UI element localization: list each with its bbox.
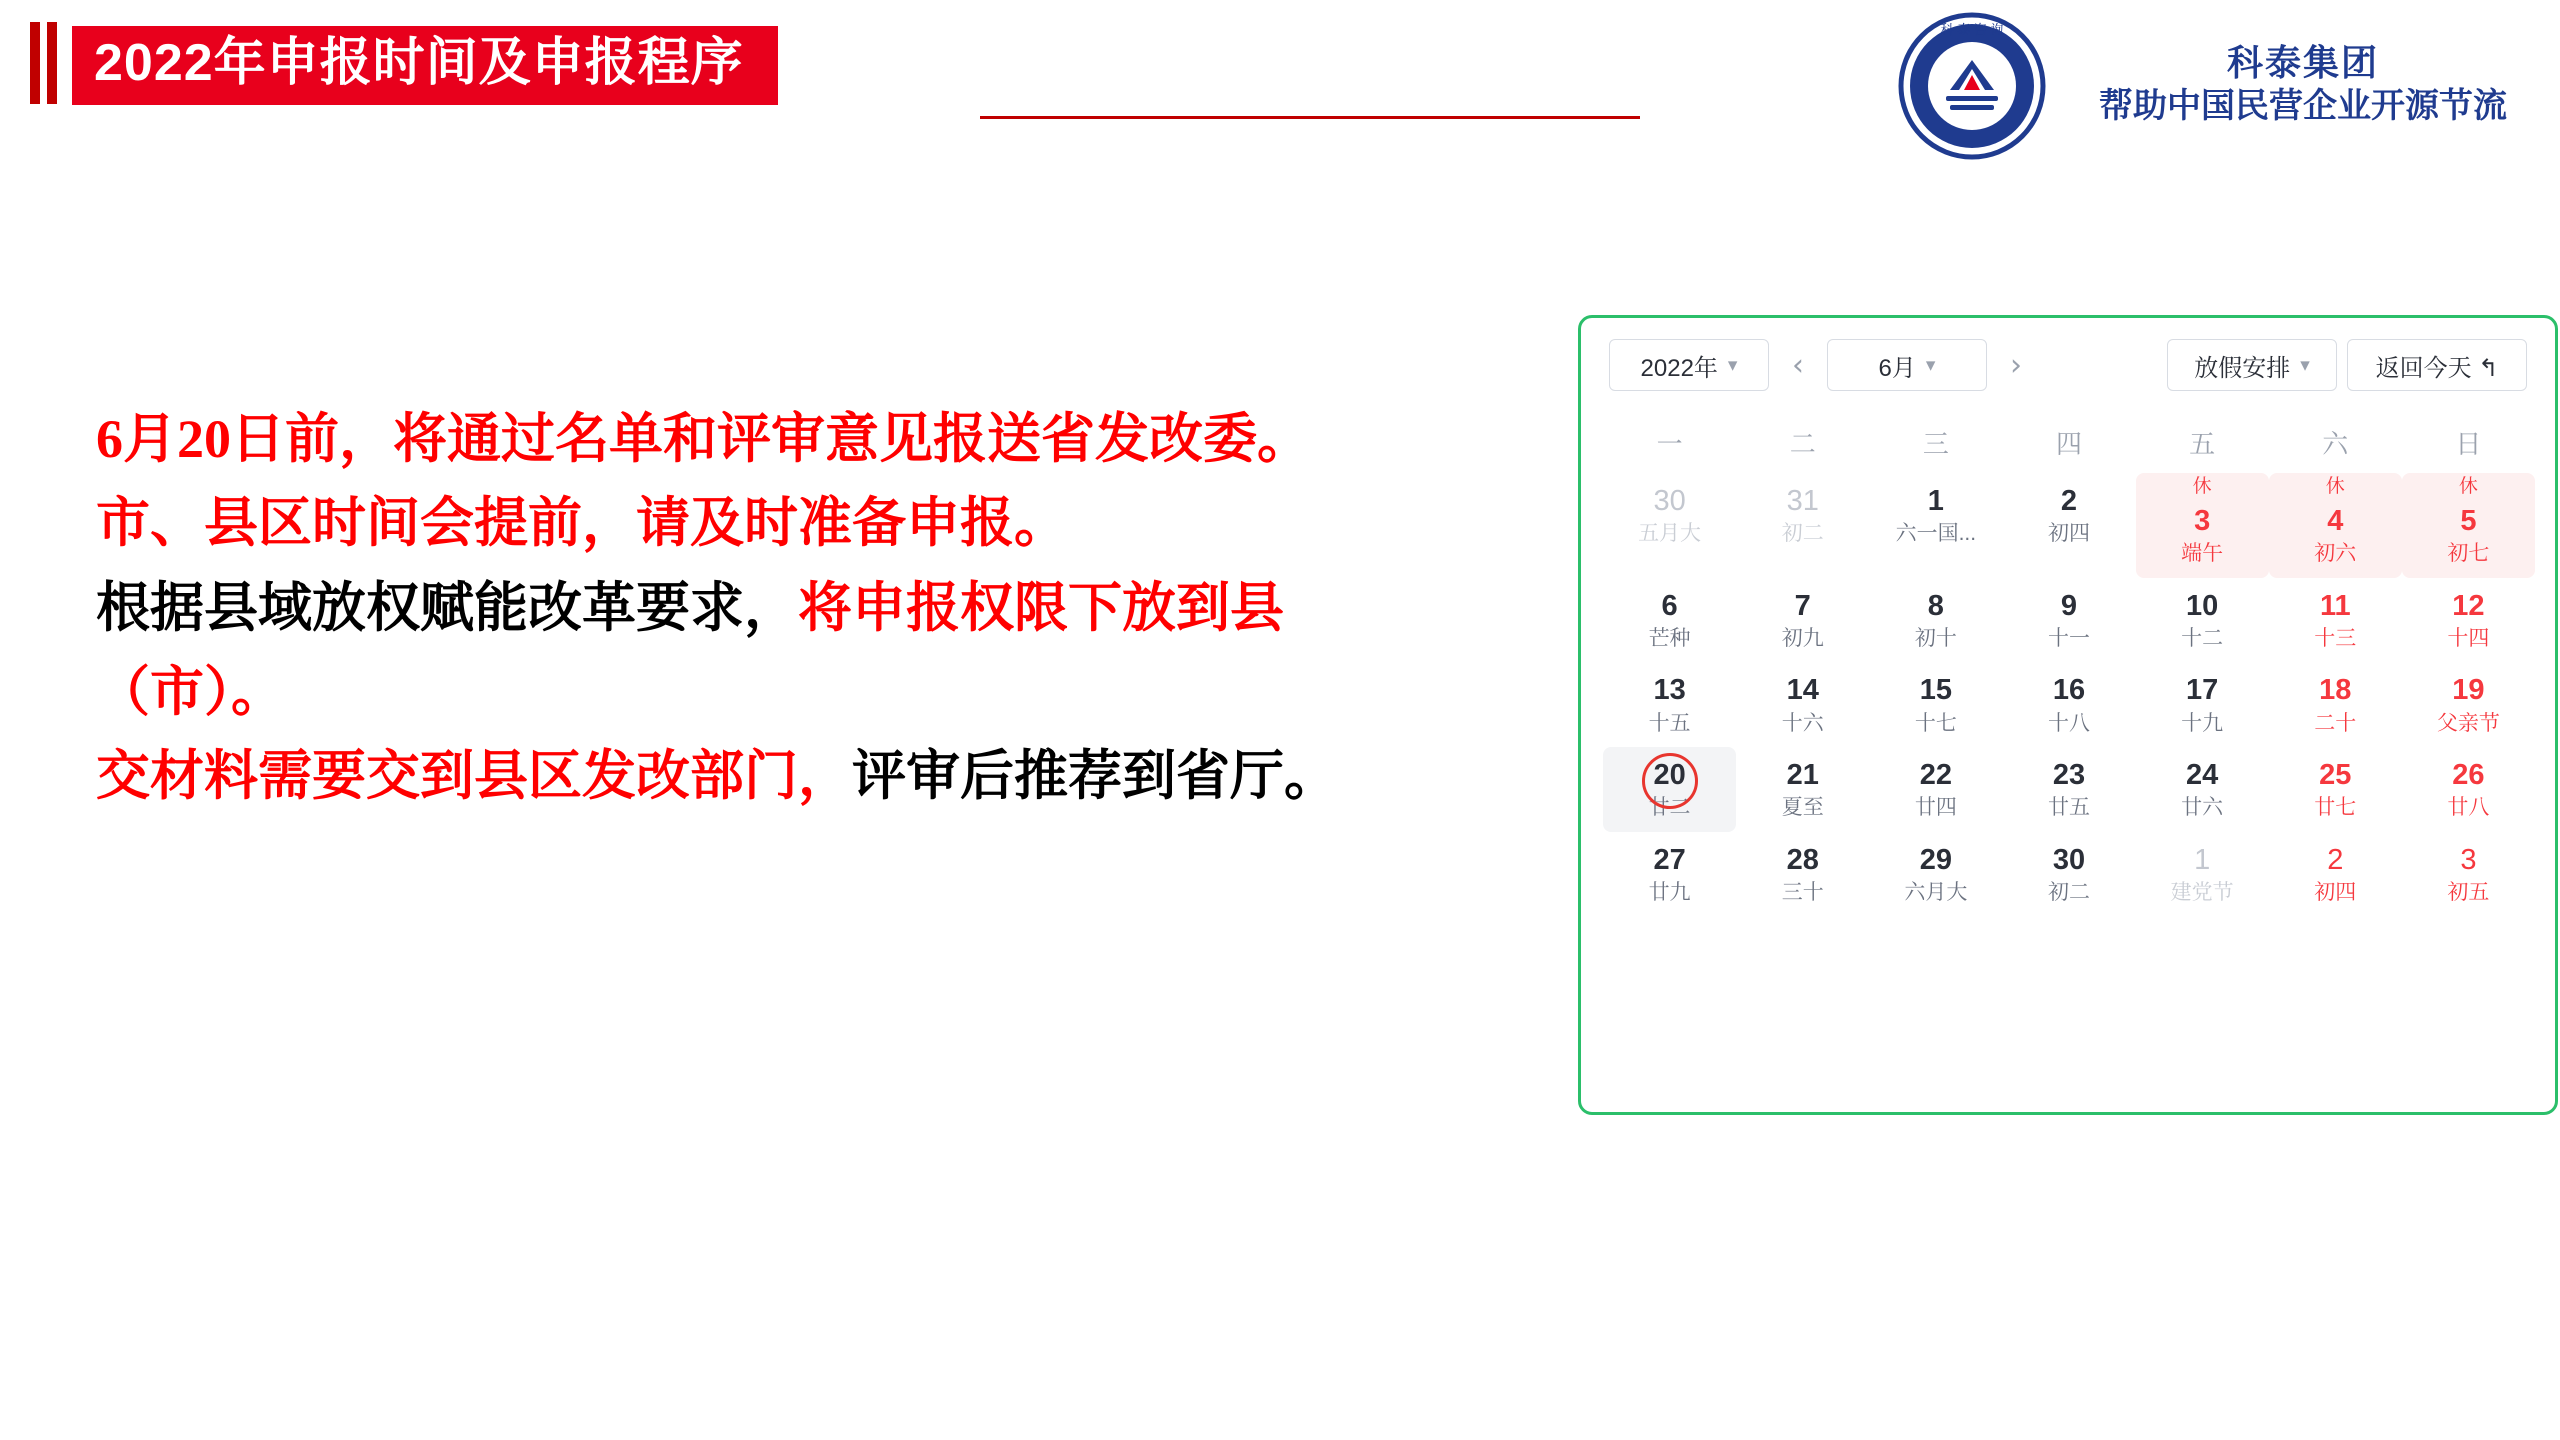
day-sublabel: 二十	[2314, 711, 2357, 735]
day-number: 24	[2186, 758, 2219, 791]
day-sublabel: 夏至	[1781, 796, 1824, 820]
month-select-label: 6月	[1878, 354, 1916, 382]
back-to-today-button[interactable]: 返回今天 ↰	[2347, 339, 2527, 391]
holiday-schedule-label: 放假安排	[2194, 354, 2291, 382]
calendar-day-cell[interactable]	[1736, 747, 1869, 832]
calendar-week-row	[1603, 747, 2535, 832]
weekday-label: 三	[1922, 429, 1949, 459]
rest-day-badge: 休	[2192, 476, 2212, 497]
day-sublabel: 十五	[1648, 711, 1691, 735]
calendar-toolbar	[1581, 332, 2555, 398]
day-sublabel: 初十	[1914, 626, 1957, 650]
calendar-day-cell[interactable]	[1869, 832, 2002, 917]
day-sublabel: 十四	[2447, 626, 2490, 650]
chevron-down-icon: ▾	[2300, 354, 2310, 376]
chevron-down-icon: ▾	[1925, 354, 1936, 376]
svg-text:科 泰 咨 询: 科 泰 咨 询	[1940, 22, 2004, 37]
day-number: 10	[2186, 589, 2219, 622]
calendar-week-row	[1603, 578, 2535, 663]
calendar-day-cell[interactable]	[1603, 578, 1736, 663]
calendar-week-row	[1603, 832, 2535, 917]
day-sublabel: 建党节	[2170, 880, 2234, 904]
calendar-day-cell[interactable]	[2002, 473, 2135, 578]
day-number: 3	[2194, 505, 2211, 537]
body-paragraph	[96, 653, 1576, 731]
weekday-label: 二	[1789, 429, 1816, 459]
calendar-day-cell[interactable]	[1603, 662, 1736, 747]
calendar-day-cell[interactable]	[2402, 578, 2535, 663]
body-paragraph	[96, 569, 1576, 647]
chevron-down-icon: ▾	[1727, 354, 1738, 376]
next-month-button[interactable]: ›	[2010, 347, 2022, 383]
weekday-label: 一	[1656, 429, 1683, 459]
brand-slogan: 帮助中国民营企业开源节流	[2099, 87, 2507, 125]
day-number: 2	[2060, 485, 2078, 517]
brand-text	[2068, 40, 2538, 128]
day-sublabel: 廿二	[1648, 796, 1691, 820]
day-number: 30	[1653, 485, 1686, 517]
day-number: 7	[1794, 589, 1811, 622]
weekday-label: 四	[2055, 429, 2082, 459]
day-sublabel: 廿八	[2447, 796, 2490, 820]
calendar-day-cell[interactable]	[2002, 832, 2135, 917]
day-sublabel: 五月大	[1638, 522, 1702, 546]
day-number: 3	[2460, 843, 2477, 876]
day-number: 20	[1653, 758, 1686, 791]
day-number: 26	[2452, 758, 2485, 791]
slide-header	[0, 0, 2560, 180]
calendar-day-cell[interactable]	[2002, 578, 2135, 663]
calendar-day-cell[interactable]	[2136, 747, 2269, 832]
prev-month-button[interactable]: ‹	[1792, 347, 1804, 383]
weekday-label: 日	[2455, 429, 2482, 459]
calendar-day-cell[interactable]	[2402, 473, 2535, 578]
day-sublabel: 十八	[2047, 711, 2090, 735]
calendar-grid	[1603, 410, 2535, 916]
day-number: 9	[2060, 589, 2078, 622]
calendar-day-cell[interactable]	[1736, 832, 1869, 917]
calendar-weeks	[1603, 473, 2535, 916]
day-number: 23	[2052, 758, 2086, 791]
calendar-day-cell[interactable]	[2269, 662, 2402, 747]
day-sublabel: 廿四	[1914, 796, 1957, 820]
day-sublabel: 初九	[1781, 626, 1824, 650]
day-number: 19	[2452, 674, 2485, 707]
calendar-day-cell[interactable]	[2269, 832, 2402, 917]
calendar-day-cell[interactable]	[1736, 662, 1869, 747]
day-sublabel: 初二	[2047, 880, 2090, 904]
day-sublabel: 十七	[1914, 711, 1957, 735]
day-number: 2	[2327, 843, 2344, 876]
weekday-label: 五	[2189, 429, 2216, 459]
day-number: 29	[1919, 843, 1952, 876]
year-select-label: 2022年	[1640, 354, 1718, 382]
calendar-day-cell[interactable]	[1603, 747, 1736, 832]
year-select[interactable]	[1609, 339, 1769, 391]
day-sublabel: 六一国...	[1895, 522, 1977, 546]
day-sublabel: 十九	[2181, 711, 2224, 735]
paragraph-run: 根据县域放权赋能改革要求，	[96, 577, 798, 638]
day-number: 30	[2052, 843, 2086, 876]
calendar-day-cell[interactable]	[1869, 747, 2002, 832]
day-sublabel: 端午	[2181, 542, 2224, 566]
calendar-day-cell[interactable]	[2269, 747, 2402, 832]
day-number: 22	[1919, 758, 1952, 791]
rest-day-badge: 休	[2325, 476, 2345, 497]
day-number: 5	[2460, 505, 2477, 537]
title-underline-rule	[980, 116, 1640, 119]
day-sublabel: 初五	[2447, 880, 2490, 904]
calendar-day-cell[interactable]	[2002, 747, 2135, 832]
month-select[interactable]	[1827, 339, 1987, 391]
day-sublabel: 三十	[1781, 880, 1824, 904]
day-number: 31	[1786, 485, 1819, 517]
day-number: 1	[1927, 485, 1944, 517]
day-number: 18	[2319, 674, 2352, 707]
calendar-day-cell[interactable]	[1869, 473, 2002, 578]
body-paragraph	[96, 400, 1576, 478]
day-sublabel: 初二	[1781, 522, 1824, 546]
paragraph-run: 将申报权限下放到县	[798, 577, 1284, 638]
calendar-day-cell[interactable]	[1603, 473, 1736, 578]
day-number: 28	[1786, 843, 1819, 876]
brand-name: 科泰集团	[2226, 42, 2379, 83]
day-sublabel: 廿九	[1648, 880, 1691, 904]
day-number: 21	[1786, 758, 1819, 791]
brand-logo-block	[1898, 8, 2538, 158]
calendar-day-cell[interactable]	[2002, 662, 2135, 747]
day-sublabel: 十一	[2047, 626, 2090, 650]
rest-day-badge: 休	[2458, 476, 2478, 497]
day-number: 11	[2319, 589, 2351, 622]
day-number: 4	[2327, 505, 2344, 537]
calendar-day-cell[interactable]	[1869, 578, 2002, 663]
paragraph-run: 评审后推荐到省厅。	[852, 746, 1338, 807]
day-number: 13	[1653, 674, 1686, 707]
day-sublabel: 初七	[2447, 542, 2490, 566]
day-number: 6	[1661, 589, 1678, 622]
paragraph-run: （市）。	[96, 661, 285, 722]
day-sublabel: 十六	[1781, 711, 1824, 735]
calendar-day-cell[interactable]	[1736, 578, 1869, 663]
paragraph-run: 交材料需要交到县区发改部门，	[96, 746, 852, 807]
body-paragraph	[96, 484, 1576, 562]
title-accent-bars	[30, 22, 60, 104]
weekday-header-row	[1603, 410, 2535, 473]
calendar-widget[interactable]	[1578, 315, 2558, 1115]
day-sublabel: 初四	[2047, 522, 2090, 546]
day-sublabel: 十三	[2314, 626, 2357, 650]
calendar-day-cell[interactable]	[2136, 578, 2269, 663]
calendar-day-cell[interactable]	[2269, 473, 2402, 578]
calendar-day-cell[interactable]	[2269, 578, 2402, 663]
weekday-label: 六	[2322, 429, 2349, 459]
holiday-schedule-button[interactable]	[2167, 339, 2337, 391]
day-number: 15	[1919, 674, 1952, 707]
day-number: 16	[2052, 674, 2086, 707]
body-paragraph	[96, 737, 1576, 815]
calendar-day-cell[interactable]	[2402, 747, 2535, 832]
calendar-day-cell[interactable]	[2402, 832, 2535, 917]
day-sublabel: 十二	[2181, 626, 2224, 650]
day-number: 17	[2186, 674, 2219, 707]
calendar-week-row	[1603, 662, 2535, 747]
day-sublabel: 廿五	[2047, 796, 2090, 820]
day-number: 14	[1786, 674, 1819, 707]
day-number: 8	[1927, 589, 1944, 622]
paragraph-run: 6月20日前，将通过名单和评审意见报送省发改委。	[96, 409, 1311, 469]
day-number: 12	[2452, 589, 2485, 622]
paragraph-run: 市、县区时间会提前，请及时准备申报。	[96, 493, 1068, 554]
calendar-day-cell[interactable]	[1603, 832, 1736, 917]
calendar-day-cell[interactable]	[1869, 662, 2002, 747]
slide-body-text	[96, 400, 1576, 821]
calendar-day-cell[interactable]	[1736, 473, 1869, 578]
day-sublabel: 廿七	[2314, 796, 2357, 820]
calendar-week-row	[1603, 473, 2535, 578]
day-sublabel: 父亲节	[2436, 711, 2500, 735]
day-sublabel: 初四	[2314, 880, 2357, 904]
day-sublabel: 廿六	[2181, 796, 2224, 820]
calendar-day-cell[interactable]	[2136, 832, 2269, 917]
day-sublabel: 初六	[2314, 542, 2357, 566]
page-title: 2022年申报时间及申报程序	[72, 26, 778, 105]
day-number: 25	[2319, 758, 2352, 791]
day-sublabel: 六月大	[1904, 880, 1968, 904]
day-sublabel: 芒种	[1648, 626, 1691, 650]
calendar-day-cell[interactable]	[2402, 662, 2535, 747]
calendar-day-cell[interactable]	[2136, 662, 2269, 747]
ketai-group-seal-logo-icon	[1898, 12, 2046, 160]
day-number: 27	[1653, 843, 1686, 876]
calendar-day-cell[interactable]	[2136, 473, 2269, 578]
day-number: 1	[2194, 843, 2211, 876]
